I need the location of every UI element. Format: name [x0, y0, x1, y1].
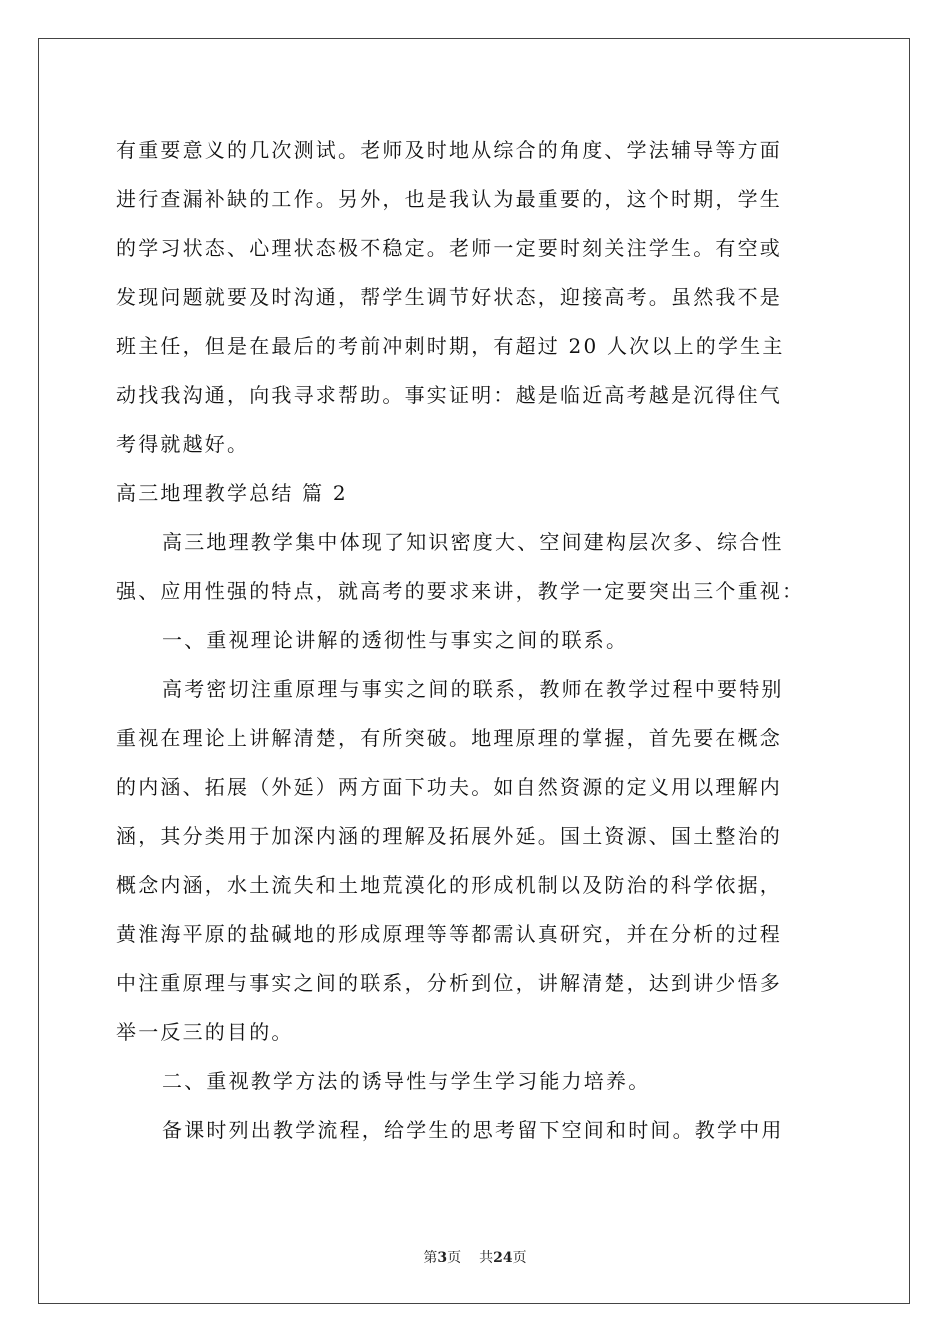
text-line: 的学习状态、心理状态极不稳定。老师一定要时刻关注学生。有空或 — [116, 236, 782, 260]
text-line: 强、应用性强的特点，就高考的要求来讲，教学一定要突出三个重视： — [116, 579, 805, 603]
text-line: 的内涵、拓展（外延）两方面下功夫。如自然资源的定义用以理解内 — [116, 775, 782, 799]
text-line: 有重要意义的几次测试。老师及时地从综合的角度、学法辅导等方面 — [116, 138, 782, 162]
text-line: 进行查漏补缺的工作。另外，也是我认为最重要的，这个时期，学生 — [116, 187, 782, 211]
text-line: 高三地理教学总结 篇 2 — [116, 481, 348, 505]
page-prefix: 第 — [423, 1250, 438, 1266]
page-footer — [0, 1247, 950, 1267]
text-line: 高三地理教学集中体现了知识密度大、空间建构层次多、综合性 — [162, 530, 784, 554]
text-line: 黄淮海平原的盐碱地的形成原理等等都需认真研究，并在分析的过程 — [116, 922, 782, 946]
text-line: 涵，其分类用于加深内涵的理解及拓展外延。国土资源、国土整治的 — [116, 824, 782, 848]
page-total: 24 — [493, 1250, 513, 1266]
text-line: 概念内涵，水土流失和土地荒漠化的形成机制以及防治的科学依据， — [116, 873, 782, 897]
text-line: 高考密切注重原理与事实之间的联系，教师在教学过程中要特别 — [162, 677, 784, 701]
total-suffix: 页 — [512, 1250, 527, 1266]
text-line: 班主任，但是在最后的考前冲刺时期，有超过 20 人次以上的学生主 — [116, 334, 785, 358]
text-line: 重视在理论上讲解清楚，有所突破。地理原理的掌握，首先要在概念 — [116, 726, 782, 750]
document-body — [116, 126, 836, 1155]
text-line: 考得就越好。 — [116, 432, 250, 456]
text-line: 备课时列出教学流程，给学生的思考留下空间和时间。教学中用 — [162, 1118, 784, 1142]
page-suffix: 页 — [447, 1250, 462, 1266]
text-line: 动找我沟通，向我寻求帮助。事实证明：越是临近高考越是沉得住气 — [116, 383, 782, 407]
page-current: 3 — [437, 1250, 448, 1266]
total-prefix: 共 — [479, 1250, 494, 1266]
text-line: 举一反三的目的。 — [116, 1020, 294, 1044]
text-line: 二、重视教学方法的诱导性与学生学习能力培养。 — [162, 1069, 651, 1093]
text-line: 一、重视理论讲解的透彻性与事实之间的联系。 — [162, 628, 629, 652]
text-line: 中注重原理与事实之间的联系，分析到位，讲解清楚，达到讲少悟多 — [116, 971, 782, 995]
text-line: 发现问题就要及时沟通，帮学生调节好状态，迎接高考。虽然我不是 — [116, 285, 782, 309]
